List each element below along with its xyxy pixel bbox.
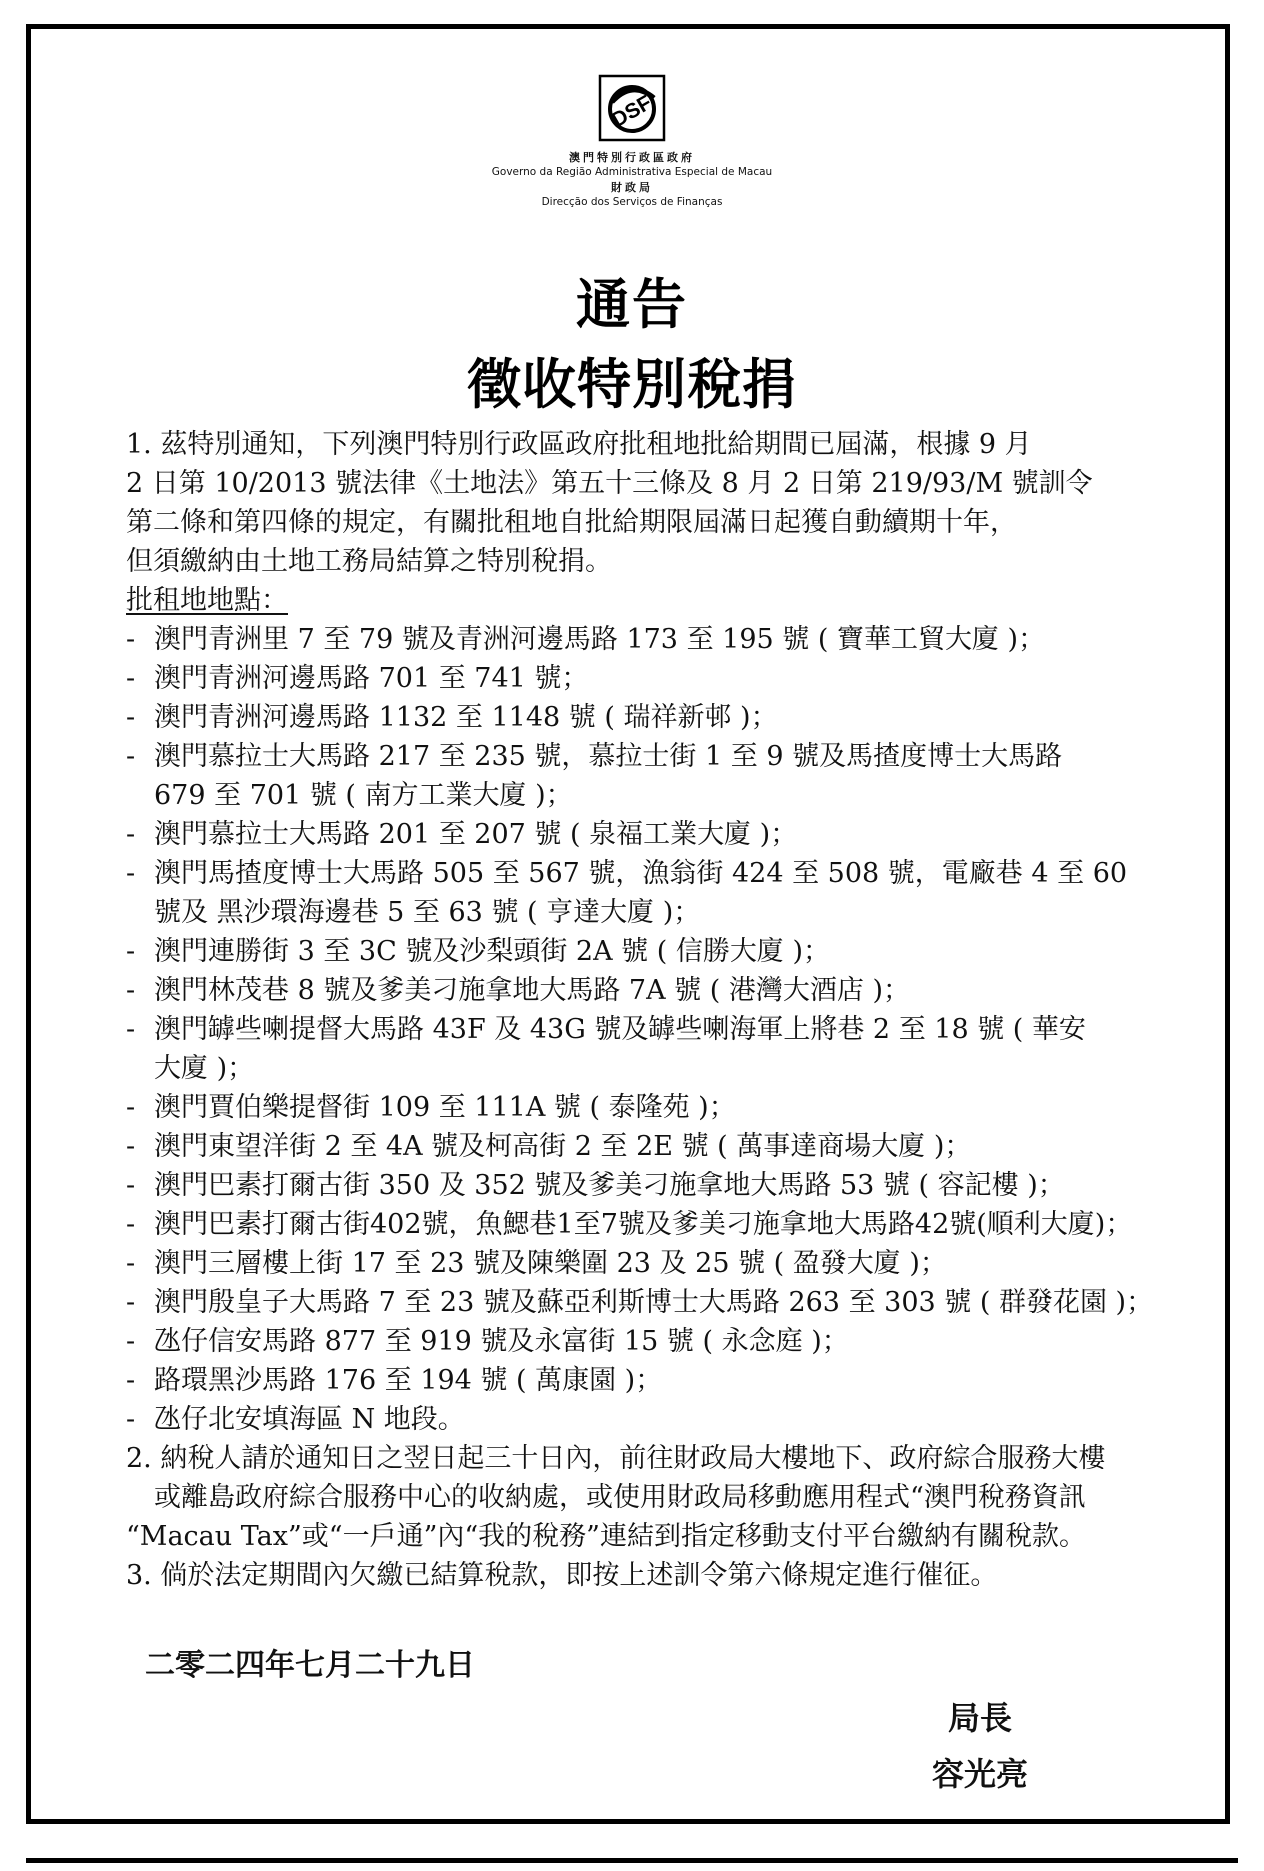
department-name-zh: 財政局 [611,181,653,194]
location-item [126,1088,1216,1127]
location-text: 氹仔北安填海區 N 地段。 [154,1404,465,1435]
location-item [126,1322,1216,1361]
government-name-pt: Governo da Região Administrativa Especial de Macau [491,166,773,178]
bullet-dash: - [126,1287,136,1318]
locations-heading: 批租地地點： [126,585,288,616]
location-text: 澳門賈伯樂提督街 109 至 111A 號 ( 泰隆苑 )； [154,1092,736,1123]
bullet-dash: - [126,975,136,1006]
logo-text: DSF [607,91,656,133]
paragraph-3: 3. 倘於法定期間內欠繳已結算稅款，即按上述訓令第六條規定進行催征。 [126,1560,998,1591]
paragraph-line: 2 日第 10/2013 號法律《土地法》第五十三條及 8 月 2 日第 219/93/M 號訓令 [126,468,1093,499]
location-item [126,1166,1216,1205]
location-item [126,1127,1216,1166]
notice-date: 二零二四年七月二十九日 [145,1648,475,1683]
government-name-zh: 澳門特別行政區政府 [569,151,695,164]
bullet-dash: - [126,663,136,694]
location-text: 澳門青洲河邊馬路 1132 至 1148 號 ( 瑞祥新邨 )； [154,702,778,733]
locations-list [126,620,1216,1439]
paragraph-1 [126,425,1216,581]
location-item [126,1283,1216,1322]
location-text: 澳門馬揸度博士大馬路 505 至 567 號，漁翁街 424 至 508 號，電廠巷 4 至 60 號及 黑沙環海邊巷 5 至 63 號 ( 亨達大廈 )； [154,858,1128,928]
bullet-dash: - [126,1014,136,1045]
bullet-dash: - [126,624,136,655]
location-text: 澳門罅些喇提督大馬路 43F 及 43G 號及罅些喇海軍上將巷 2 至 18 號 ( 華安 大廈 )； [154,1014,1086,1084]
bullet-dash: - [126,1365,136,1396]
bullet-dash: - [126,1248,136,1279]
location-item [126,815,1216,854]
location-item [126,1010,1216,1088]
paragraph-line: 2. 納稅人請於通知日之翌日起三十日內，前往財政局大樓地下、政府綜合服務大樓 [126,1443,1106,1474]
location-text: 澳門巴素打爾古街402號，魚鰓巷1至7號及爹美刁施拿地大馬路42號(順利大廈)； [154,1209,1133,1240]
location-item [126,620,1216,659]
bullet-dash: - [126,819,136,850]
bullet-dash: - [126,1404,136,1435]
paragraph-line: 但須繳納由土地工務局結算之特別稅捐。 [126,546,612,577]
bullet-dash: - [126,1209,136,1240]
bullet-dash: - [126,858,136,889]
location-text: 澳門慕拉士大馬路 217 至 235 號，慕拉士街 1 至 9 號及馬揸度博士大馬路 679 至 701 號 ( 南方工業大廈 )； [154,741,1063,811]
signatory-name: 容光亮 [931,1755,1028,1793]
bullet-dash: - [126,936,136,967]
agency-header [382,150,882,210]
location-text: 澳門連勝街 3 至 3C 號及沙梨頭街 2A 號 ( 信勝大廈 )； [154,936,831,967]
bullet-dash: - [126,1326,136,1357]
location-item [126,854,1216,932]
bullet-dash: - [126,1092,136,1123]
location-item [126,932,1216,971]
bottom-rule [26,1858,1238,1863]
location-item [126,1205,1216,1244]
signatory-title: 局長 [947,1699,1012,1737]
location-text: 氹仔信安馬路 877 至 919 號及永富街 15 號 ( 永念庭 )； [154,1326,849,1357]
paragraph-2 [126,1439,1216,1556]
department-name-pt: Direcção dos Serviços de Finanças [541,196,723,208]
paragraph-line: 1. 茲特別通知，下列澳門特別行政區政府批租地批給期間已屆滿，根據 9 月 [126,429,1032,460]
paragraph-line: 或離島政府綜合服務中心的收納處，或使用財政局移動應用程式“澳門稅務資訊 [154,1482,1086,1513]
paragraph-line: “Macau Tax”或“一戶通”內“我的稅務”連結到指定移動支付平台繳納有關稅款。 [126,1521,1086,1552]
paragraph-line: 第二條和第四條的規定，有關批租地自批給期限屆滿日起獲自動續期十年， [126,507,1017,538]
location-text: 澳門青洲里 7 至 79 號及青洲河邊馬路 173 至 195 號 ( 寶華工貿大廈 )； [154,624,1046,655]
bullet-dash: - [126,702,136,733]
location-text: 澳門慕拉士大馬路 201 至 207 號 ( 泉福工業大廈 )； [154,819,798,850]
location-text: 澳門三層樓上街 17 至 23 號及陳樂圍 23 及 25 號 ( 盈發大廈 )； [154,1248,947,1279]
location-text: 澳門林茂巷 8 號及爹美刁施拿地大馬路 7A 號 ( 港灣大酒店 )； [154,975,910,1006]
notice-body [126,425,1216,1595]
bullet-dash: - [126,1131,136,1162]
signature-block [900,1690,1060,1802]
location-item [126,1244,1216,1283]
location-text: 澳門青洲河邊馬路 701 至 741 號； [154,663,589,694]
location-item [126,1400,1216,1439]
notice-subtitle: 徵收特別稅捐 [467,353,797,416]
location-item [126,698,1216,737]
location-item [126,737,1216,815]
location-item [126,971,1216,1010]
location-text: 路環黑沙馬路 176 至 194 號 ( 萬康園 )； [154,1365,663,1396]
location-item [126,659,1216,698]
notice-title: 通告 [576,273,688,336]
location-text: 澳門巴素打爾古街 350 及 352 號及爹美刁施拿地大馬路 53 號 ( 容記樓 )； [154,1170,1065,1201]
location-text: 澳門東望洋街 2 至 4A 號及柯高街 2 至 2E 號 ( 萬事達商場大廈 )； [154,1131,972,1162]
bullet-dash: - [126,741,136,772]
dsf-logo-icon [598,74,666,142]
location-item [126,1361,1216,1400]
location-text: 澳門殷皇子大馬路 7 至 23 號及蘇亞利斯博士大馬路 263 至 303 號 ( 群發花園 )； [154,1287,1154,1318]
bullet-dash: - [126,1170,136,1201]
